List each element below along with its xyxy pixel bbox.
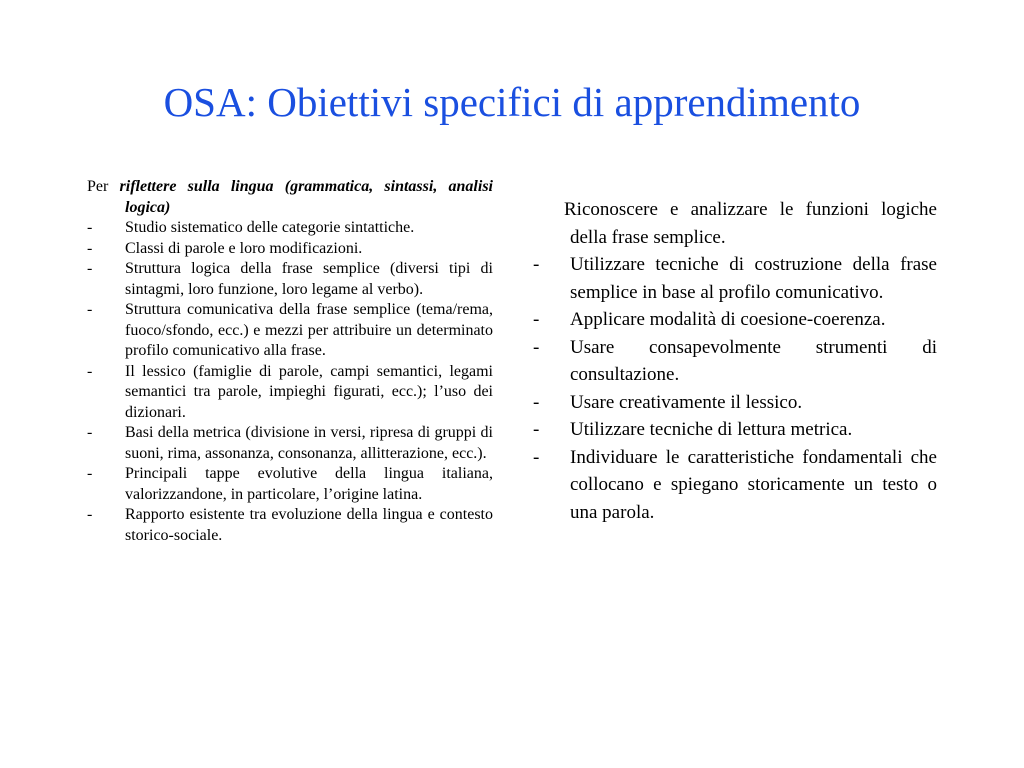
right-list-item-text: Usare consapevolmente strumenti di consultazione. (570, 336, 937, 385)
left-list-item (87, 218, 493, 239)
left-list-item-text: Basi della metrica (divisione in versi, ripresa di gruppi di suoni, rima, assonanza, consonanza, allitterazione, ecc.). (125, 424, 493, 462)
left-list-item (87, 505, 493, 546)
bullet-dash: - (87, 424, 93, 441)
right-list-item-text: Utilizzare tecniche di costruzione della frase semplice in base al profilo comunicativo. (570, 254, 937, 303)
left-list-item-text: Classi di parole e loro modificazioni. (125, 239, 363, 257)
left-list-item (87, 464, 493, 505)
right-list-item-text: Applicare modalità di coesione-coerenza. (570, 309, 886, 330)
right-list-item (533, 306, 937, 334)
right-list-item (533, 334, 937, 389)
left-list-item (87, 423, 493, 464)
bullet-dash: - (87, 362, 93, 380)
left-list-item (87, 300, 493, 362)
left-list-item (87, 362, 493, 424)
bullet-dash: - (87, 239, 93, 257)
right-bullet-list (533, 251, 937, 526)
bullet-dash: - (533, 419, 540, 440)
left-list-item-text: Rapporto esistente tra evoluzione della lingua e contesto storico-sociale. (125, 506, 493, 544)
right-list-item (533, 416, 937, 444)
left-list-item-text: Principali tappe evolutive della lingua italiana, valorizzandone, in particolare, l’origine latina. (125, 465, 493, 503)
right-list-item-text: Utilizzare tecniche di lettura metrica. (570, 419, 853, 440)
bullet-dash: - (87, 506, 93, 523)
bullet-dash: - (533, 446, 540, 468)
left-list-item-text: Struttura logica della frase semplice (diversi tipi di sintagmi, loro funzione, loro legame al verbo). (125, 260, 493, 298)
left-intro (87, 177, 493, 218)
left-intro-prefix: Per (87, 178, 120, 195)
bullet-dash: - (87, 219, 93, 236)
left-list-item (87, 239, 493, 260)
bullet-dash: - (87, 301, 93, 318)
bullet-dash: - (533, 336, 540, 358)
right-list-item (533, 444, 937, 527)
bullet-dash: - (533, 254, 540, 275)
left-intro-emphasis: riflettere sulla lingua (grammatica, sintassi, analisi logica) (119, 178, 493, 216)
left-list-item-text: Struttura comunicativa della frase semplice (tema/rema, fuoco/sfondo, ecc.) e mezzi per attribuire un determinato profilo comunicativo alla frase. (125, 301, 493, 359)
left-column (87, 177, 493, 546)
left-list-item-text: Studio sistematico delle categorie sintattiche. (125, 219, 415, 236)
bullet-dash: - (533, 391, 540, 413)
slide-title: OSA: Obiettivi specifici di apprendimento (163, 79, 861, 125)
right-intro: Riconoscere e analizzare le funzioni logiche della frase semplice. (564, 199, 937, 248)
right-list-item-text: Usare creativamente il lessico. (570, 391, 803, 413)
left-list-item (87, 259, 493, 300)
right-column (533, 196, 937, 526)
right-list-item (533, 251, 937, 306)
bullet-dash: - (87, 465, 93, 482)
left-bullet-list (87, 218, 493, 546)
bullet-dash: - (87, 260, 93, 277)
left-list-item-text: Il lessico (famiglie di parole, campi semantici, legami semantici tra parole, impieghi figurati, ecc.); l’uso dei dizionari. (125, 362, 493, 421)
right-list-item (533, 389, 937, 417)
bullet-dash: - (533, 309, 540, 330)
right-list-item-text: Individuare le caratteristiche fondamentali che collocano e spiegano storicamente un testo o una parola. (570, 446, 937, 523)
